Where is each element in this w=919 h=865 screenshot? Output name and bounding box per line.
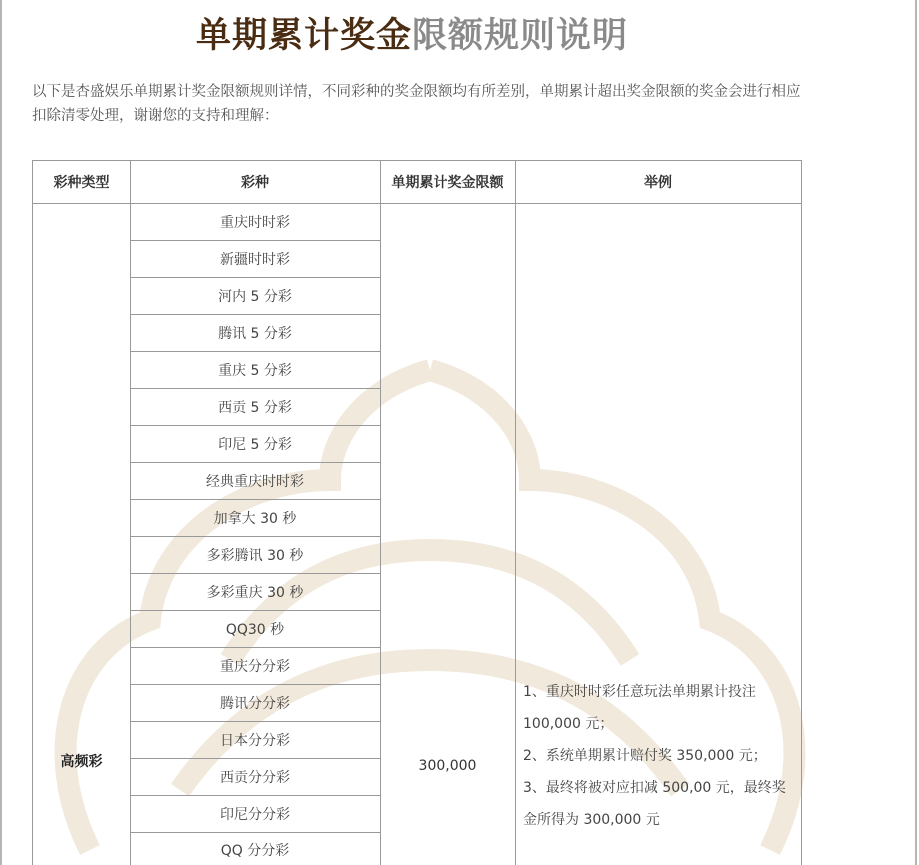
page-title-part2: 限额规则说明 [412,16,629,56]
lottery-row: 重庆 5 分彩 [130,352,380,389]
lottery-row: 印尼分分彩 [130,796,380,833]
limit-table [32,160,802,865]
header-type: 彩种类型 [53,175,110,191]
category-cell: 高频彩 [60,754,103,770]
lottery-row: 新疆时时彩 [130,241,380,278]
header-limit: 单期累计奖金限额 [391,175,504,191]
lottery-row: 腾讯 5 分彩 [130,315,380,352]
lottery-row: QQ 分分彩 [220,843,290,859]
lottery-row: 经典重庆时时彩 [130,463,380,500]
intro-paragraph: 以下是杏盛娱乐单期累计奖金限额规则详情，不同彩种的奖金限额均有所差别，单期累计超出奖金限额的奖金会进行相应扣除清零处理，谢谢您的支持和理解： [32,84,801,124]
example-cell [523,676,793,836]
example-line: 2、系统单期累计赔付奖 350,000 元； [523,748,767,764]
lottery-row: 河内 5 分彩 [130,278,380,315]
lottery-row: 重庆时时彩 [130,204,380,241]
lottery-row: 加拿大 30 秒 [130,500,380,537]
lottery-row: 印尼 5 分彩 [130,426,380,463]
page-frame-right [915,0,917,865]
lottery-row: QQ30 秒 [130,611,380,648]
page-title-part1: 单期累计奖金 [196,16,413,56]
lottery-row: 西贡分分彩 [130,759,380,796]
lottery-row: 多彩重庆 30 秒 [130,574,380,611]
column-divider [515,161,516,865]
lottery-row: 重庆分分彩 [130,648,380,685]
lottery-row: 西贡 5 分彩 [130,389,380,426]
example-line: 3、最终将被对应扣减 500,00 元，最终奖金所得为 300,000 元 [523,780,786,828]
limit-cell: 300,000 [418,758,477,774]
lottery-row: 腾讯分分彩 [130,685,380,722]
page-title [196,8,628,58]
page-frame-left [0,0,2,865]
header-example: 举例 [644,175,672,191]
lottery-row: 日本分分彩 [130,722,380,759]
header-lottery: 彩种 [241,175,269,191]
example-line: 1、重庆时时彩任意玩法单期累计投注 100,000 元； [523,684,756,732]
lottery-row: 多彩腾讯 30 秒 [130,537,380,574]
